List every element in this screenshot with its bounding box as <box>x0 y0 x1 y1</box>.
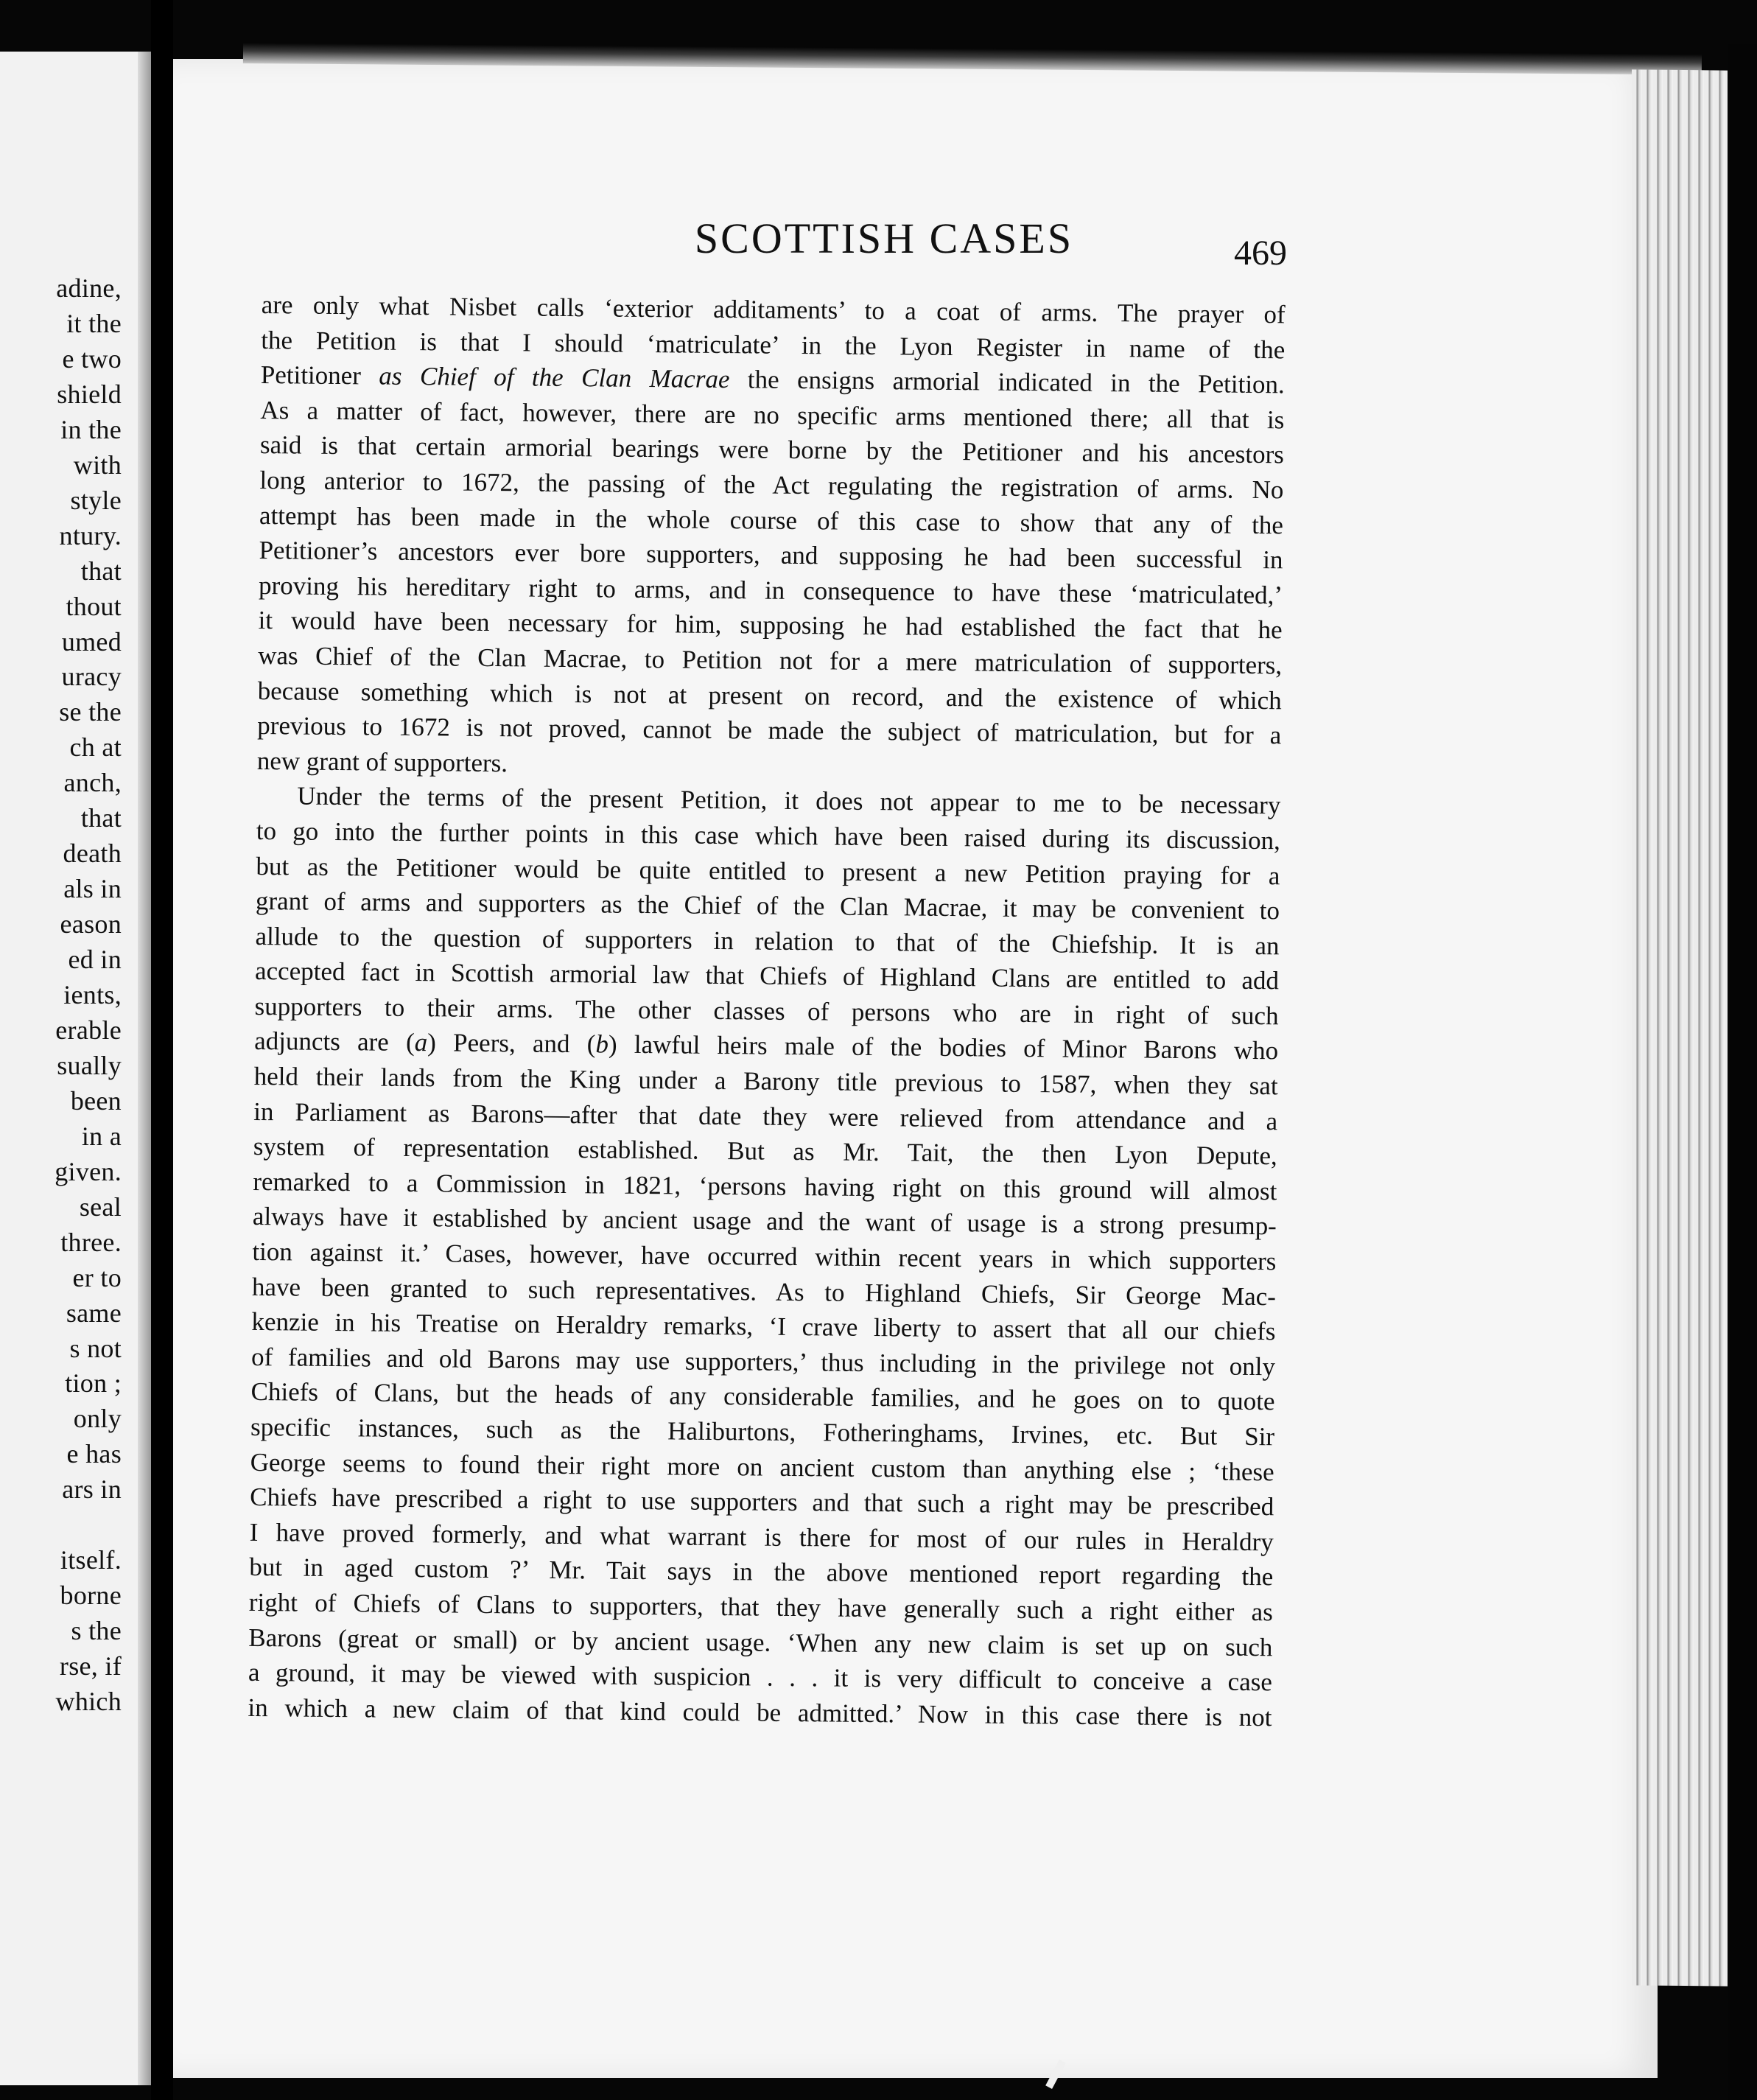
left-page-line: ed in <box>68 945 122 975</box>
body-line: new grant of supporters. <box>256 746 508 777</box>
left-page-line: ars in <box>62 1474 122 1505</box>
body-line: of families and old Barons may use supporters,’ thus including in the privilege not only <box>250 1342 1276 1382</box>
left-page-line: ntury. <box>59 520 122 550</box>
left-page-gutter <box>138 52 151 2085</box>
page-number: 469 <box>1234 234 1287 273</box>
left-page-line: been <box>70 1085 122 1116</box>
body-line: supporters to their arms. The other classes of persons who are in right of such <box>254 991 1279 1031</box>
left-page-line: same <box>66 1298 122 1328</box>
left-page-line: rse, if <box>59 1651 122 1681</box>
left-page-line: ients, <box>63 980 122 1009</box>
body-line: long anterior to 1672, the passing of the Act regulating the registration of arms. No <box>259 465 1284 505</box>
body-line: to go into the further points in this case which have been raised during its discussion, <box>256 816 1281 855</box>
body-line: have been granted to such representatives. As to Highland Chiefs, Sir George Mac- <box>251 1272 1277 1311</box>
body-line: kenzie in his Treatise on Heraldry remarks, ‘I crave liberty to assert that all our chiefs <box>251 1307 1276 1346</box>
left-page-line: ch at <box>69 732 122 763</box>
left-page-line: uracy <box>61 662 122 692</box>
left-page-line: given. <box>55 1156 122 1186</box>
left-page-line: anch, <box>63 768 122 798</box>
left-page-line: itself. <box>60 1545 122 1575</box>
left-page-line: that <box>80 803 122 833</box>
body-line-text: ) Peers, and ( <box>427 1028 596 1059</box>
left-page-line: three. <box>60 1227 122 1257</box>
body-line: allude to the question of supporters in relation to that of the Chiefship. It is an <box>255 921 1280 960</box>
left-page-line: shield <box>57 379 122 409</box>
body-line: because something which is not at present on record, and the existence of which <box>257 676 1282 715</box>
body-text <box>248 287 1286 1735</box>
body-line-text: adjuncts are ( <box>253 1026 415 1057</box>
body-line: Chiefs have prescribed a right to use supporters and that such a right may be prescribed <box>250 1483 1274 1522</box>
left-page-line: with <box>73 449 122 480</box>
left-page-line: e two <box>62 343 122 374</box>
left-page-line: umed <box>61 626 122 657</box>
body-line: attempt has been made in the whole course of this case to show that any of the <box>259 500 1284 539</box>
left-page-line: thout <box>66 591 122 621</box>
body-line: remarked to a Commission in 1821, ‘persons having right on this ground will almost <box>253 1166 1277 1206</box>
page-header <box>173 214 1658 273</box>
left-page-line: s not <box>69 1333 122 1363</box>
body-line: proving his hereditary right to arms, and in consequence to have these ‘matriculated,’ <box>258 570 1283 610</box>
body-line: previous to 1672 is not proved, cannot be made the subject of matriculation, but for a <box>257 711 1282 750</box>
left-page-line: that <box>80 556 122 586</box>
body-line-text: Petitioner <box>260 360 379 391</box>
italic-phrase: as Chief of the Clan Macrae <box>379 361 730 394</box>
body-line: Barons (great or small) or by ancient usage. ‘When any new claim is set up on such <box>248 1623 1273 1662</box>
left-page-line: er to <box>72 1262 122 1292</box>
left-page-line: tion ; <box>65 1368 122 1399</box>
body-line: Under the terms of the present Petition, it does not appear to me to be necessary <box>297 781 1281 820</box>
body-line: right of Chiefs of Clans to supporters, that they have generally such a right either as <box>248 1587 1273 1627</box>
body-line: in Parliament as Barons—after that date they were relieved from attendance and a <box>253 1096 1278 1135</box>
left-page-line: style <box>70 485 122 515</box>
body-line: are only what Nisbet calls ‘exterior additaments’ to a coat of arms. The prayer of <box>261 290 1286 329</box>
left-page-line: se the <box>59 697 122 727</box>
body-line: but in aged custom ?’ Mr. Tait says in the above mentioned report regarding the <box>249 1553 1274 1592</box>
body-line: was Chief of the Clan Macrae, to Petition not for a mere matriculation of supporters, <box>258 640 1283 680</box>
body-line: Chiefs of Clans, but the heads of any considerable families, and he goes on to quote <box>250 1377 1275 1416</box>
body-line: specific instances, such as the Haliburtons, Fotheringhams, Irvines, etc. But Sir <box>250 1412 1275 1452</box>
left-page-line: borne <box>60 1581 122 1611</box>
body-line: accepted fact in Scottish armorial law that Chiefs of Highland Clans are entitled to add <box>254 956 1280 995</box>
left-page-line: eason <box>60 909 122 939</box>
body-line: tion against it.’ Cases, however, have occurred within recent years in which supporters <box>252 1236 1277 1276</box>
left-page-line: it the <box>66 308 122 338</box>
left-page-line: in a <box>81 1121 122 1151</box>
left-page-line: in the <box>60 414 122 444</box>
body-line: it would have been necessary for him, supposing he had established the fact that he <box>258 606 1283 645</box>
body-line: said is that certain armorial bearings were borne by the Petitioner and his ancestors <box>259 430 1285 469</box>
body-line: always have it established by ancient usage and the want of usage is a strong presump- <box>252 1202 1277 1241</box>
left-page-line: seal <box>79 1191 122 1222</box>
left-page-line: which <box>55 1687 122 1716</box>
running-head: SCOTTISH CASES <box>694 214 1074 262</box>
body-line: Petitioner’s ancestors ever bore supporters, and supposing he had been successful in <box>259 536 1283 575</box>
body-line-text: the ensigns armorial indicated in the Petition. <box>729 365 1285 399</box>
left-page-line: death <box>63 839 122 869</box>
body-line: I have proved formerly, and what warrant is there for most of our rules in Heraldry <box>249 1517 1274 1557</box>
body-line: but as the Petitioner would be quite entitled to present a new Petition praying for a <box>256 851 1280 890</box>
page-edges <box>1632 69 1728 1986</box>
left-page-line: adine, <box>56 273 122 303</box>
left-page-line: erable <box>55 1015 122 1045</box>
left-page-line: als in <box>63 874 122 904</box>
body-line: As a matter of fact, however, there are no specific arms mentioned there; all that is <box>260 395 1285 435</box>
body-line-text: ) lawful heirs male of the bodies of Minor Barons who <box>608 1030 1279 1065</box>
body-line: a ground, it may be viewed with suspicion . . . it is very difficult to conceive a case <box>248 1658 1273 1697</box>
italic-letter: a <box>414 1028 428 1057</box>
body-line: system of representation established. But as Mr. Tait, the then Lyon Depute, <box>253 1132 1277 1171</box>
body-line: George seems to found their right more on ancient custom than anything else ; ‘these <box>250 1447 1274 1486</box>
left-page-line: sually <box>57 1050 122 1080</box>
left-page-line: e has <box>66 1439 122 1469</box>
left-facing-page <box>0 52 151 2085</box>
left-page-line: s the <box>71 1616 122 1646</box>
body-line: in which a new claim of that kind could be admitted.’ Now in this case there is not <box>248 1693 1272 1732</box>
body-line: held their lands from the King under a Barony title previous to 1587, when they sat <box>253 1062 1278 1101</box>
body-line: grant of arms and supporters as the Chief of the Clan Macrae, it may be convenient to <box>255 886 1280 925</box>
book-cover-edge <box>1728 44 1757 2100</box>
body-line: the Petition is that I should ‘matriculate’ in the Lyon Register in name of the <box>261 325 1286 364</box>
left-page-line: only <box>73 1404 122 1434</box>
book-spine <box>151 0 173 2100</box>
italic-letter: b <box>595 1029 609 1060</box>
